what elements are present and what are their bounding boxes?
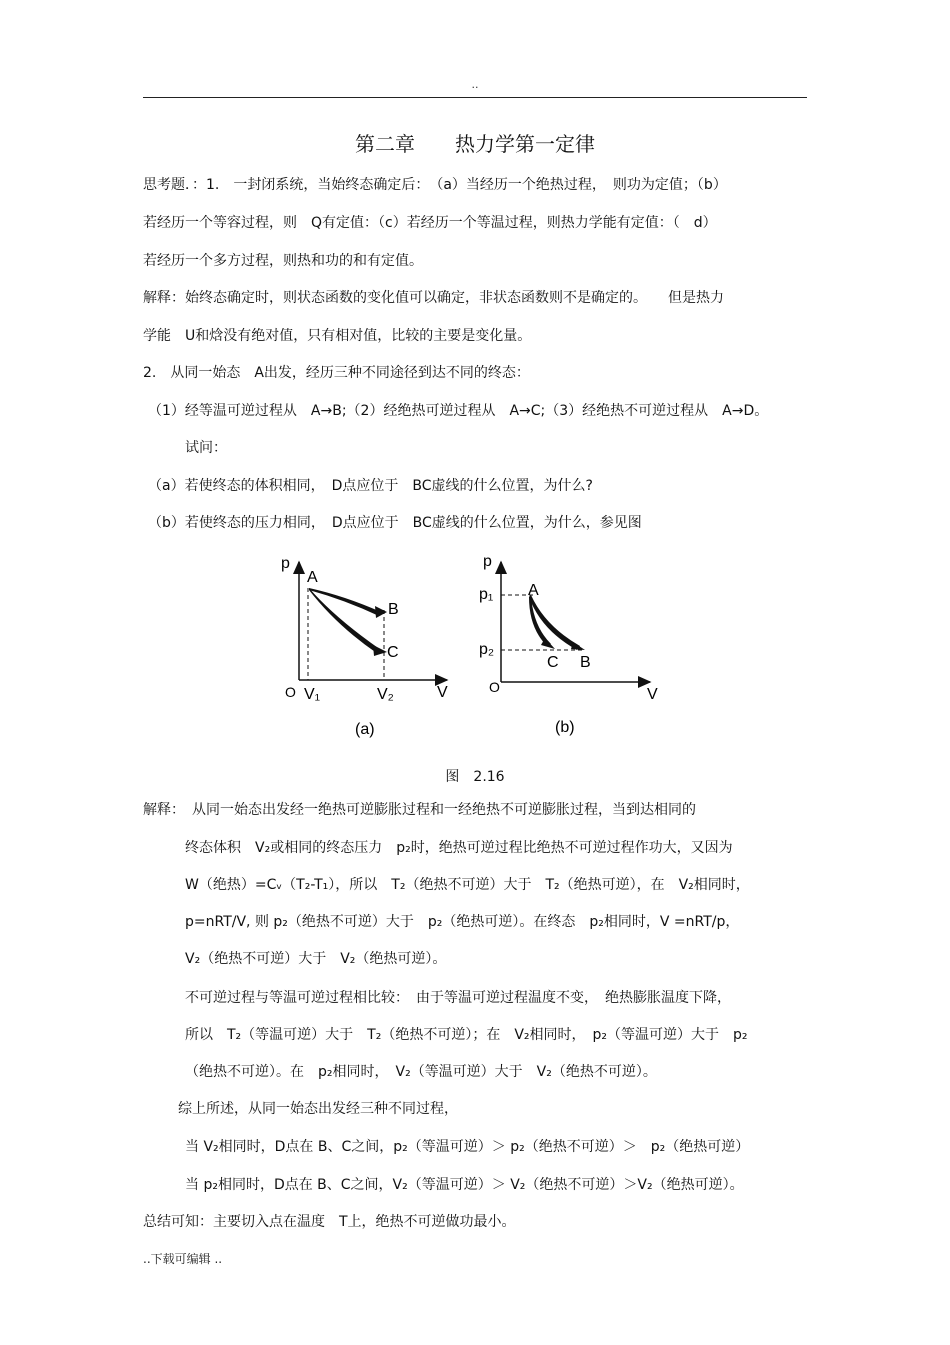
summary-v2: 当 V₂相同时，D点在 B、C之间，p₂（等温可逆）＞ p₂（绝热不可逆）＞ p₂（绝热可逆） bbox=[185, 1139, 750, 1155]
conclusion-line: 总结可知：主要切入点在温度 T上，绝热不可逆做功最小。 bbox=[143, 1214, 516, 1230]
label-p: p bbox=[483, 553, 492, 570]
figure-b-label: (b) bbox=[555, 719, 575, 736]
summary-intro: 综上所述，从同一始态出发经三种不同过程， bbox=[178, 1101, 458, 1117]
answer-line-2: 终态体积 V₂或相同的终态压力 p₂时，绝热可逆过程比绝热不可逆过程作功大，又因为 bbox=[185, 840, 733, 856]
q2-line-2: （1）经等温可逆过程从 A→B;（2）经绝热可逆过程从 A→C;（3）经绝热不可逆过程从 A→D。 bbox=[148, 403, 769, 419]
label-origin: O bbox=[489, 679, 500, 695]
question-line-1: 思考题．：1. 一封闭系统，当始终态确定后： （a）当经历一个绝热过程， 则功为定值；（b） bbox=[143, 177, 727, 193]
arrow-b bbox=[375, 606, 387, 618]
answer-line-3: W（绝热）=Cᵥ（T₂-T₁），所以 T₂（绝热不可逆）大于 T₂（绝热可逆），在 V₂相同时， bbox=[185, 877, 750, 893]
label-c: C bbox=[547, 654, 559, 671]
answer-line-4: p=nRT/V, 则 p₂（绝热不可逆）大于 p₂（绝热可逆）。在终态 p₂相同时，V =nRT/p， bbox=[185, 914, 740, 930]
question-line-2: 若经历一个等容过程，则 Q有定值：（c）若经历一个等温过程，则热力学能有定值：（ d） bbox=[143, 215, 717, 231]
answer-line-5: V₂（绝热不可逆）大于 V₂（绝热可逆）。 bbox=[185, 951, 447, 967]
label-a: A bbox=[528, 582, 539, 599]
arrow-c bbox=[373, 645, 387, 656]
figure-b bbox=[475, 546, 665, 741]
answer-line-8: （绝热不可逆）。在 p₂相同时， V₂（等温可逆）大于 V₂（绝热不可逆）。 bbox=[185, 1064, 657, 1080]
explain-line-2: 学能 U和焓没有绝对值，只有相对值，比较的主要是变化量。 bbox=[143, 328, 532, 344]
label-v1: V₁ bbox=[304, 686, 321, 703]
label-origin: O bbox=[285, 684, 296, 700]
answer-line-1: 解释： 从同一始态出发经一绝热可逆膨胀过程和一经绝热不可逆膨胀过程，当到达相同的 bbox=[143, 802, 696, 818]
footer-note: ..下载可编辑 .. bbox=[143, 1252, 223, 1266]
figure-a bbox=[275, 548, 465, 743]
label-v2: V₂ bbox=[377, 686, 394, 703]
figure-caption: 图 2.16 bbox=[445, 769, 505, 785]
label-b: B bbox=[580, 654, 591, 671]
label-c: C bbox=[387, 644, 399, 661]
summary-p2: 当 p₂相同时，D点在 B、C之间，V₂（等温可逆）＞ V₂（绝热不可逆）＞V₂（绝热可逆）。 bbox=[185, 1177, 744, 1193]
label-p1: p₁ bbox=[479, 586, 494, 603]
header-rule bbox=[143, 97, 807, 98]
q2-line-5: （b）若使终态的压力相同， D点应位于 BC虚线的什么位置，为什么，参见图 bbox=[148, 515, 642, 531]
label-a: A bbox=[307, 569, 318, 586]
label-v: V bbox=[437, 684, 448, 701]
page-title: 第二章 热力学第一定律 bbox=[355, 132, 595, 156]
q2-line-1: 2. 从同一始态 A出发，经历三种不同途径到达不同的终态： bbox=[143, 365, 530, 381]
question-line-3: 若经历一个多方过程，则热和功的和有定值。 bbox=[143, 253, 423, 269]
adiabat-curve-ac bbox=[309, 588, 381, 654]
label-v: V bbox=[647, 686, 658, 703]
label-p2: p₂ bbox=[479, 641, 495, 658]
figure-a-label: (a) bbox=[355, 721, 375, 738]
arrow-b bbox=[571, 642, 585, 650]
q2-line-3: 试问： bbox=[185, 440, 227, 456]
header-dots: .. bbox=[471, 78, 479, 91]
label-p: p bbox=[281, 555, 290, 572]
label-b: B bbox=[388, 601, 399, 618]
explain-line-1: 解释：始终态确定时，则状态函数的变化值可以确定，非状态函数则不是确定的。 但是热力 bbox=[143, 290, 724, 306]
answer-line-6: 不可逆过程与等温可逆过程相比较： 由于等温可逆过程温度不变， 绝热膨胀温度下降， bbox=[185, 990, 731, 1006]
q2-line-4: （a）若使终态的体积相同， D点应位于 BC虚线的什么位置，为什么? bbox=[148, 478, 593, 494]
answer-line-7: 所以 T₂（等温可逆）大于 T₂（绝热不可逆）；在 V₂相同时， p₂（等温可逆）大于 p₂ bbox=[185, 1027, 748, 1043]
